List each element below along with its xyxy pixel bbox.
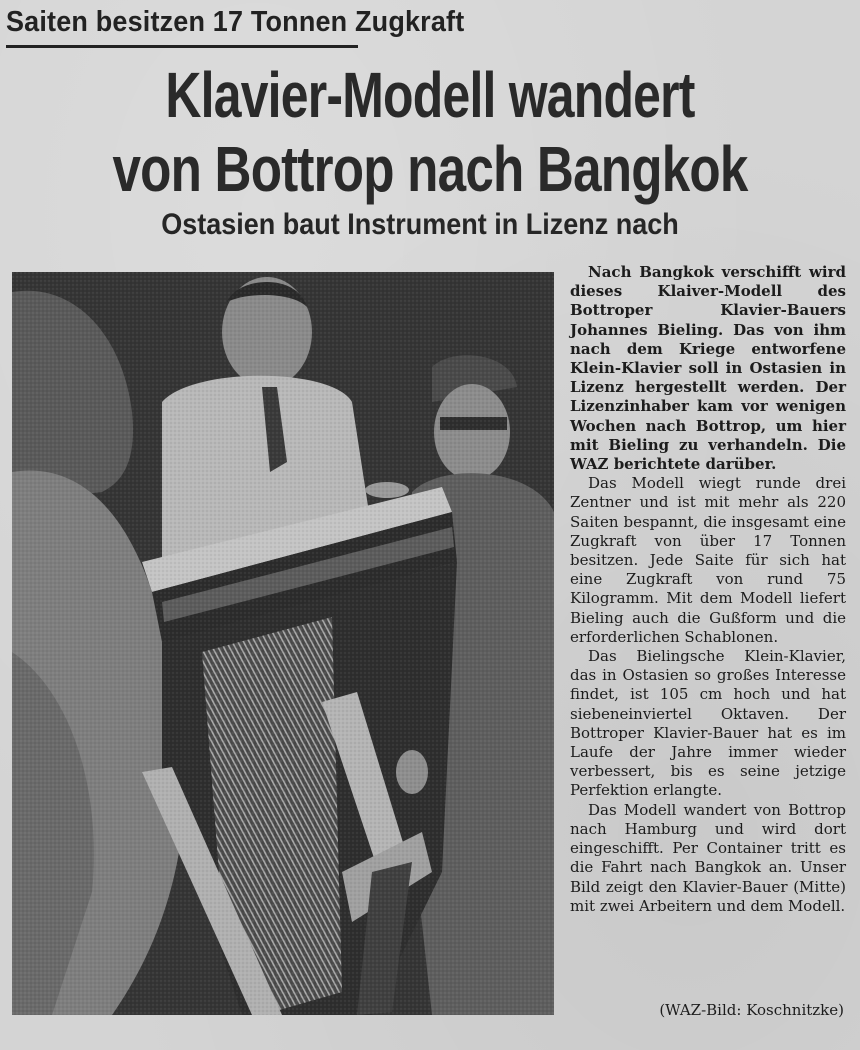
article-body <box>570 263 846 916</box>
photo-illustration <box>12 272 554 1015</box>
article-paragraph-2: Das Modell wiegt runde drei Zentner und ist mit mehr als 220 Saiten bespannt, die insgesamt eine Zugkraft von über 17 Tonnen besitzen. Jede Saite für sich hat eine Zugkraft von rund 75 Kilogramm. Mit dem Modell liefert Bieling auch die Gußform und die erforderlichen Schablonen. <box>570 474 846 646</box>
kicker-headline: Saiten besitzen 17 Tonnen Zugkraft <box>6 6 465 38</box>
article-paragraph-1: Nach Bangkok verschifft wird dieses Klaiver-Modell des Bottroper Klavier-Bauers Johannes Bieling. Das von ihm nach dem Kriege entworfene Klein-Klavier soll in Ostasien in Lizenz hergestellt werden. Der Lizenzinhaber kam vor wenigen Wochen nach Bottrop, um hier mit Bieling zu verhandeln. Die WAZ berichtete darüber. <box>570 263 846 474</box>
kicker-underline <box>6 45 358 48</box>
article-paragraph-3: Das Bielingsche Klein-Klavier, das in Ostasien so großes Interesse findet, ist 105 cm hoch und hat siebeneinviertel Oktaven. Der Bottroper Klavier-Bauer hat es im Laufe der Jahre immer wieder verbessert, bis es seine jetzige Perfektion erlangte. <box>570 647 846 800</box>
article-photo <box>12 272 554 1015</box>
subheadline: Ostasien baut Instrument in Lizenz nach <box>161 208 679 241</box>
article-paragraph-4: Das Modell wandert von Bottrop nach Hamburg und wird dort eingeschifft. Per Container tritt es die Fahrt nach Bangkok an. Unser Bild zeigt den Klavier-Bauer (Mitte) mit zwei Arbeitern und dem Modell. <box>570 800 846 915</box>
headline-line-1: Klavier-Modell wandert <box>165 59 695 131</box>
headline-line-2: von Bottrop nach Bangkok <box>112 133 748 205</box>
photo-credit: (WAZ-Bild: Koschnitzke) <box>659 1001 844 1019</box>
